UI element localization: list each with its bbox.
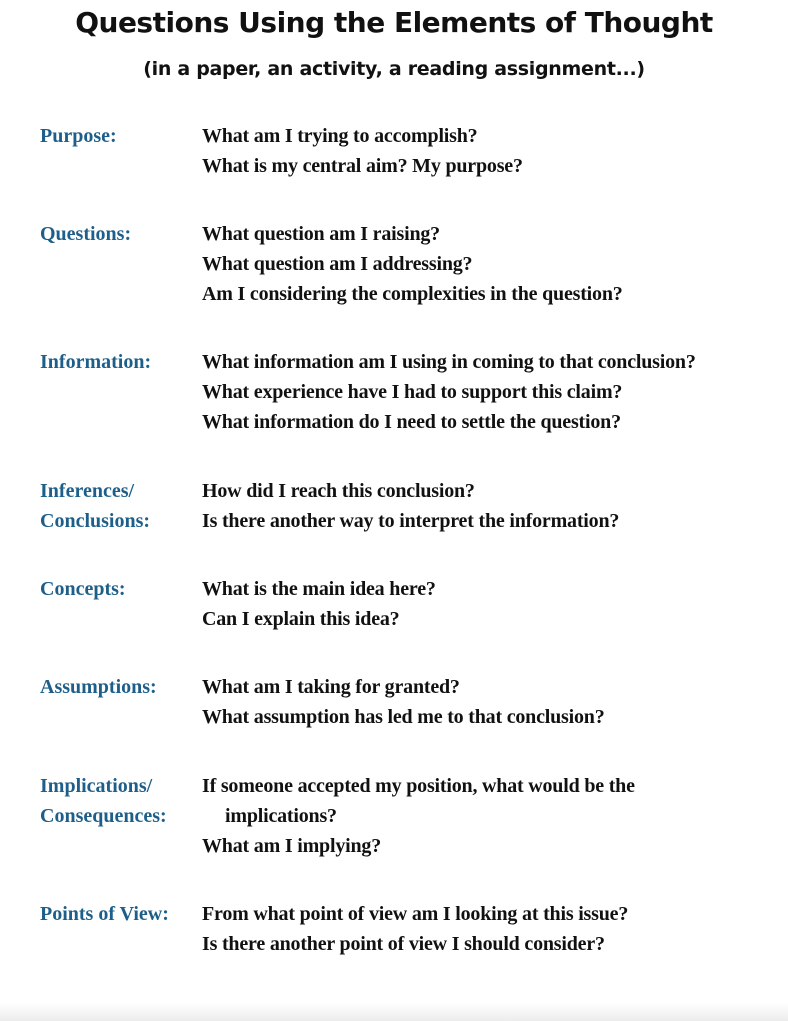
question-list	[202, 672, 782, 732]
question-line: Am I considering the complexities in the question?	[202, 283, 623, 305]
question-line: What is the main idea here?	[202, 578, 436, 600]
section-label-line: Points of View:	[40, 903, 169, 925]
section-label-line: Consequences:	[40, 805, 167, 827]
question-list	[202, 476, 782, 536]
section-label	[40, 574, 200, 604]
section-label-line: Assumptions:	[40, 676, 157, 698]
page-subtitle: (in a paper, an activity, a reading assignment...)	[143, 58, 645, 80]
section-label-line: Purpose:	[40, 125, 117, 147]
question-line: Is there another way to interpret the information?	[202, 510, 620, 532]
page-bottom-edge	[0, 1003, 788, 1021]
page-title: Questions Using the Elements of Thought	[75, 6, 713, 39]
question-line: What information am I using in coming to that conclusion?	[202, 351, 696, 373]
question-list	[202, 899, 782, 959]
section-label	[40, 771, 200, 831]
question-list	[202, 121, 782, 181]
question-line: How did I reach this conclusion?	[202, 480, 475, 502]
section-label-line: Questions:	[40, 223, 132, 245]
question-list	[202, 347, 782, 437]
question-line: What experience have I had to support this claim?	[202, 381, 623, 403]
question-line: What assumption has led me to that conclusion?	[202, 706, 605, 728]
question-line: What question am I raising?	[202, 223, 440, 245]
section-label-line: Concepts:	[40, 578, 126, 600]
section-label	[40, 899, 200, 929]
question-list	[202, 771, 782, 861]
section-label	[40, 121, 200, 151]
section-label-line: Conclusions:	[40, 510, 151, 532]
section-label-line: Inferences/	[40, 480, 135, 502]
question-line: What information do I need to settle the question?	[202, 411, 621, 433]
section-label	[40, 476, 200, 536]
question-line: If someone accepted my position, what would be the	[202, 775, 635, 797]
section-label	[40, 672, 200, 702]
question-line: What is my central aim? My purpose?	[202, 155, 523, 177]
question-line: Can I explain this idea?	[202, 608, 400, 630]
question-line: What am I trying to accomplish?	[202, 125, 478, 147]
section-label-line: Implications/	[40, 775, 153, 797]
question-line: What question am I addressing?	[202, 253, 473, 275]
section-label	[40, 347, 200, 377]
question-line: From what point of view am I looking at this issue?	[202, 903, 629, 925]
section-label	[40, 219, 200, 249]
question-line: Is there another point of view I should consider?	[202, 933, 605, 955]
question-list	[202, 574, 782, 634]
section-label-line: Information:	[40, 351, 152, 373]
question-list	[202, 219, 782, 309]
question-line: What am I implying?	[202, 835, 382, 857]
question-line-continuation: implications?	[225, 805, 337, 827]
question-line: What am I taking for granted?	[202, 676, 460, 698]
